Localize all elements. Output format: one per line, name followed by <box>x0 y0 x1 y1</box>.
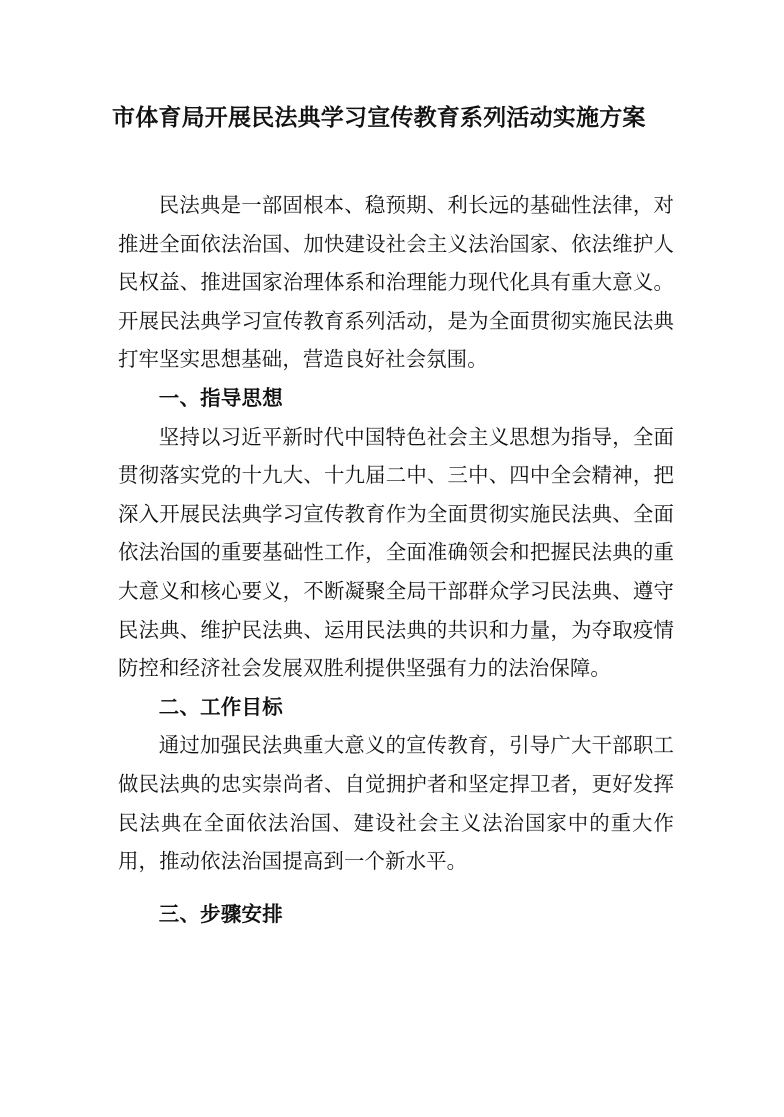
section-body-guiding-ideology: 坚持以习近平新时代中国特色社会主义思想为指导，全面贯彻落实党的十九大、十九届二中、三中、四中全会精神，把深入开展民法典学习宣传教育作为全面贯彻实施民法典、全面依法治国的重要基础性工作，全面准确领会和把握民法典的重大意义和核心要义，不断凝聚全局干部群众学习民法典、遵守民法典、维护民法典、运用民法典的共识和力量，为夺取疫情防控和经济社会发展双胜利提供坚强有力的法治保障。 <box>118 424 674 681</box>
document-title: 市体育局开展民法典学习宣传教育系列活动实施方案 <box>112 105 646 131</box>
section-body-work-goals: 通过加强民法典重大意义的宣传教育，引导广大干部职工做民法典的忠实崇尚者、自觉拥护者和坚定捍卫者，更好发挥民法典在全面依法治国、建设社会主义法治国家中的重大作用，推动依法治国提高到一个新水平。 <box>118 733 674 874</box>
document-body <box>118 186 674 933</box>
intro-paragraph: 民法典是一部固根本、稳预期、利长远的基础性法律，对推进全面依法治国、加快建设社会主义法治国家、依法维护人民权益、推进国家治理体系和治理能力现代化具有重大意义。开展民法典学习宣传教育系列活动，是为全面贯彻实施民法典打牢坚实思想基础，营造良好社会氛围。 <box>118 193 674 372</box>
section-heading-guiding-ideology: 一、指导思想 <box>158 385 283 410</box>
section-heading-work-goals: 二、工作目标 <box>158 694 283 719</box>
section-heading-steps: 三、步骤安排 <box>158 901 283 926</box>
